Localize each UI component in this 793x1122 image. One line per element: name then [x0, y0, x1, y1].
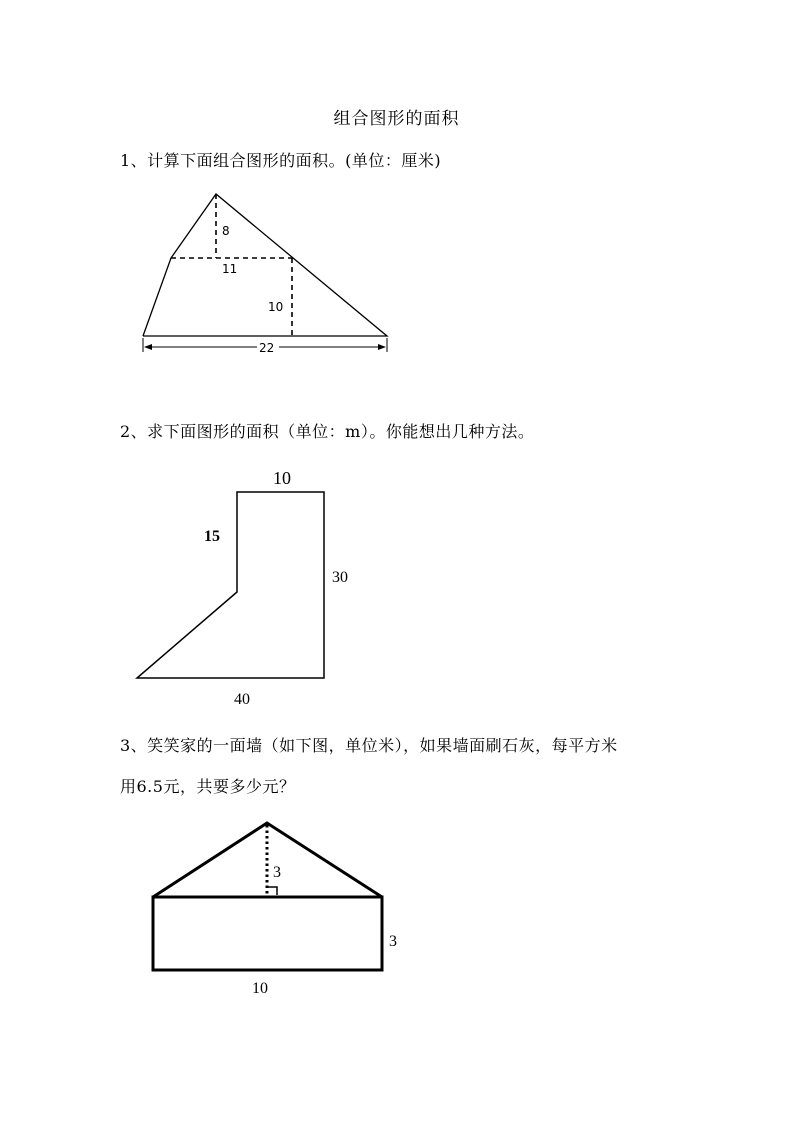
fig3-label-tri-height: 3: [273, 864, 281, 881]
question-3-text-line2: 用6.5元，共要多少元？: [120, 777, 296, 796]
fig1-label-mid-width: 11: [222, 262, 238, 276]
fig3-label-rect-height: 3: [389, 933, 397, 950]
fig3-rectangle: [153, 897, 382, 970]
fig1-label-right-height: 10: [268, 300, 284, 314]
fig1-label-base: 22: [259, 341, 275, 355]
fig2-label-bottom: 40: [234, 691, 250, 708]
fig2-label-left-side: 15: [204, 528, 220, 545]
fig3-label-width: 10: [252, 980, 268, 997]
fig1-label-top-height: 8: [222, 224, 230, 238]
question-1-text: 1、计算下面组合图形的面积。(单位：厘米): [120, 151, 442, 170]
fig2-label-top: 10: [273, 468, 291, 488]
question-2-text: 2、求下面图形的面积（单位：m）。你能想出几种方法。: [120, 422, 535, 441]
page-title: 组合图形的面积: [333, 109, 460, 129]
question-3-text-line1: 3、笑笑家的一面墙（如下图，单位米），如果墙面刷石灰，每平方米: [120, 736, 618, 755]
fig2-label-right-side: 30: [332, 569, 348, 586]
